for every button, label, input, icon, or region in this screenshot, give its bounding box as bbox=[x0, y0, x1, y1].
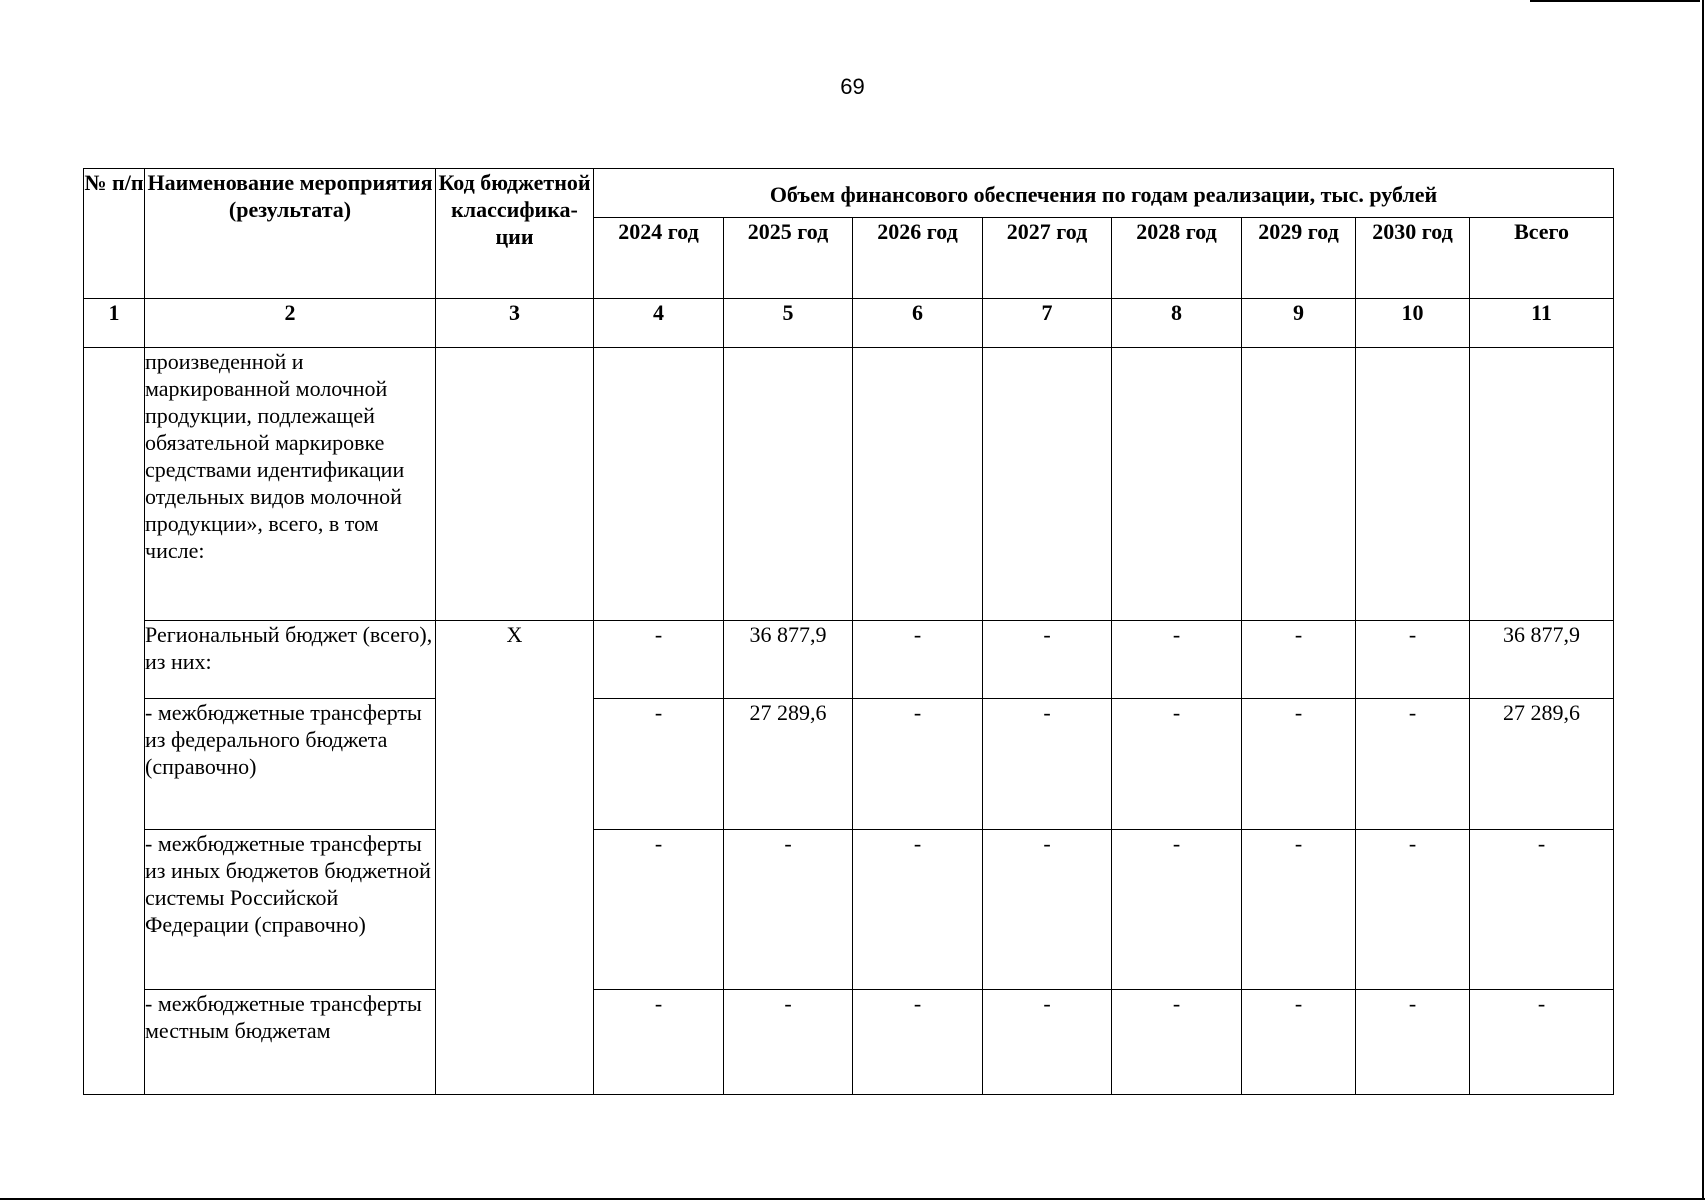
header-year: 2024 год bbox=[594, 218, 724, 299]
row-name: - межбюджетные трансферты из федерального бюджета (справочно) bbox=[145, 699, 436, 830]
row-value: - bbox=[594, 621, 724, 699]
row-value bbox=[853, 348, 983, 621]
row-code bbox=[436, 348, 594, 621]
header-year: 2025 год bbox=[724, 218, 853, 299]
row-value: - bbox=[1112, 699, 1242, 830]
row-name: - межбюджетные трансферты из иных бюджетов бюджетной системы Российской Федерации (справочно) bbox=[145, 830, 436, 990]
row-name: - межбюджетные трансферты местным бюджетам bbox=[145, 990, 436, 1095]
row-value: 36 877,9 bbox=[724, 621, 853, 699]
header-year: 2030 год bbox=[1356, 218, 1470, 299]
row-value: - bbox=[1242, 699, 1356, 830]
row-value: - bbox=[853, 699, 983, 830]
row-value: - bbox=[594, 990, 724, 1095]
row-value bbox=[1242, 348, 1356, 621]
table-row bbox=[84, 621, 1614, 699]
row-value bbox=[1356, 348, 1470, 621]
header-year: 2028 год bbox=[1112, 218, 1242, 299]
row-value: - bbox=[1356, 990, 1470, 1095]
header-year: 2029 год bbox=[1242, 218, 1356, 299]
column-number: 3 bbox=[436, 299, 594, 348]
row-value: 36 877,9 bbox=[1470, 621, 1614, 699]
budget-table bbox=[83, 168, 1614, 1095]
row-value: - bbox=[1356, 621, 1470, 699]
column-number: 5 bbox=[724, 299, 853, 348]
row-value: - bbox=[1356, 830, 1470, 990]
row-value: - bbox=[983, 990, 1112, 1095]
page-number: 69 bbox=[840, 74, 865, 99]
row-value: - bbox=[1112, 830, 1242, 990]
row-value: - bbox=[853, 621, 983, 699]
header-volume: Объем финансового обеспечения по годам реализации, тыс. рублей bbox=[594, 169, 1614, 218]
row-value: - bbox=[724, 830, 853, 990]
row-value: 27 289,6 bbox=[724, 699, 853, 830]
row-value: - bbox=[1470, 830, 1614, 990]
row-value bbox=[1470, 348, 1614, 621]
table-row bbox=[84, 348, 1614, 621]
row-value: - bbox=[983, 830, 1112, 990]
row-code: Х bbox=[436, 621, 594, 1095]
row-value bbox=[724, 348, 853, 621]
row-value: - bbox=[853, 830, 983, 990]
row-value: - bbox=[1356, 699, 1470, 830]
scan-edge-top bbox=[1530, 0, 1700, 2]
row-value: - bbox=[1470, 990, 1614, 1095]
row-value bbox=[983, 348, 1112, 621]
table-row bbox=[84, 830, 1614, 990]
row-value bbox=[594, 348, 724, 621]
column-number: 1 bbox=[84, 299, 145, 348]
row-value: 27 289,6 bbox=[1470, 699, 1614, 830]
row-value: - bbox=[983, 621, 1112, 699]
header-code: Код бюджетной классифика-ции bbox=[436, 169, 594, 299]
header-year: 2027 год bbox=[983, 218, 1112, 299]
header-name: Наименование мероприятия (результата) bbox=[145, 169, 436, 299]
header-num: № п/п bbox=[84, 169, 145, 299]
table-row bbox=[84, 990, 1614, 1095]
row-number-cell bbox=[84, 348, 145, 1095]
column-number: 8 bbox=[1112, 299, 1242, 348]
column-number: 10 bbox=[1356, 299, 1470, 348]
column-number: 11 bbox=[1470, 299, 1614, 348]
column-number: 9 bbox=[1242, 299, 1356, 348]
row-value: - bbox=[983, 699, 1112, 830]
row-value: - bbox=[1112, 621, 1242, 699]
column-number: 2 bbox=[145, 299, 436, 348]
row-name: Региональный бюджет (всего), из них: bbox=[145, 621, 436, 699]
column-number: 4 bbox=[594, 299, 724, 348]
row-value: - bbox=[724, 990, 853, 1095]
row-value: - bbox=[594, 699, 724, 830]
header-year: 2026 год bbox=[853, 218, 983, 299]
row-value: - bbox=[1242, 990, 1356, 1095]
row-value: - bbox=[853, 990, 983, 1095]
header-total: Всего bbox=[1470, 218, 1614, 299]
row-value: - bbox=[1242, 621, 1356, 699]
column-number: 6 bbox=[853, 299, 983, 348]
row-value: - bbox=[1242, 830, 1356, 990]
column-number: 7 bbox=[983, 299, 1112, 348]
row-value: - bbox=[594, 830, 724, 990]
table-row bbox=[84, 699, 1614, 830]
row-value: - bbox=[1112, 990, 1242, 1095]
scan-edge-right bbox=[1702, 0, 1704, 1200]
row-value bbox=[1112, 348, 1242, 621]
row-name: произведенной и маркированной молочной продукции, подлежащей обязательной маркировке средствами идентификации отдельных видов молочной продукции», всего, в том числе: bbox=[145, 348, 436, 621]
